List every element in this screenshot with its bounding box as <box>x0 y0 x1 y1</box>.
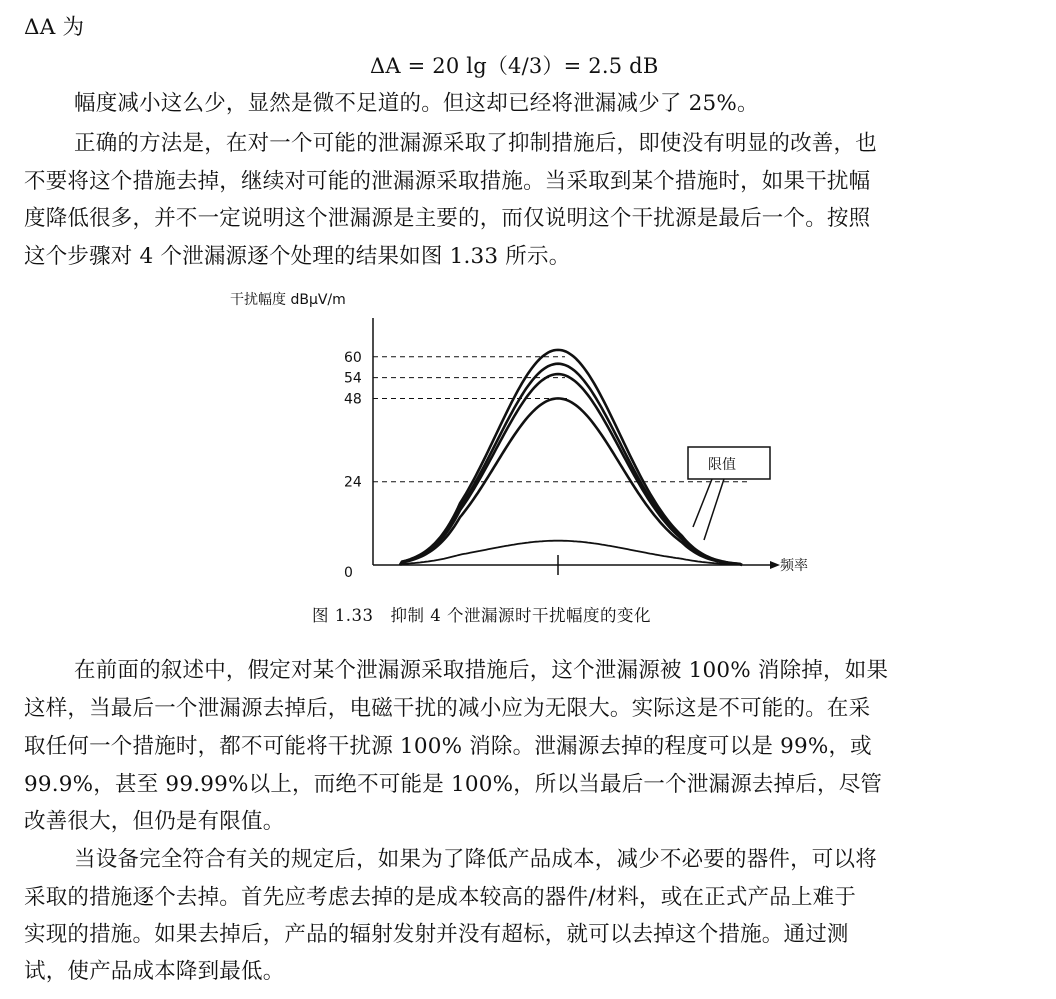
x-axis-label: 频率 <box>780 558 808 574</box>
text-line-4: 正确的方法是，在对一个可能的泄漏源采取了抑制措施后，即使没有明显的改善，也 <box>74 131 877 156</box>
formula: ΔA = 20 lg（4/3）= 2.5 dB <box>370 54 659 78</box>
text-line-13: 当设备完全符合有关的规定后，如果为了降低产品成本，减少不必要的器件，可以将 <box>74 847 877 872</box>
limit-pointer-line-1 <box>693 479 712 527</box>
y-tick-label-24: 24 <box>344 474 362 491</box>
text-line-10: 取任何一个措施时，都不可能将干扰源 100% 消除。泄漏源去掉的程度可以是 99%，或 <box>24 734 872 759</box>
text-line-9: 这样，当最后一个泄漏源去掉后，电磁干扰的减小应为无限大。实际这是不可能的。在采 <box>24 696 871 721</box>
text-line-11: 99.9%，甚至 99.99%以上，而绝不可能是 100%，所以当最后一个泄漏源去掉后，尽管 <box>24 772 883 797</box>
y-tick-label-0: 0 <box>344 565 353 581</box>
text-line-12: 改善很大，但仍是有限值。 <box>24 809 285 834</box>
text-line-15: 实现的措施。如果去掉后，产品的辐射发射并没有超标，就可以去掉这个措施。通过测 <box>24 922 849 947</box>
y-tick-label-54: 54 <box>344 370 362 387</box>
limit-annotation-label: 限值 <box>708 457 736 473</box>
text-line-3: 幅度减小这么少，显然是微不足道的。但这却已经将泄漏减少了 25%。 <box>74 91 759 116</box>
text-line-5: 不要将这个措施去掉，继续对可能的泄漏源采取措施。当采取到某个措施时，如果干扰幅 <box>24 169 871 194</box>
text-line-6: 度降低很多，并不一定说明这个泄漏源是主要的，而仅说明这个干扰源是最后一个。按照 <box>24 206 871 231</box>
y-tick-label-60: 60 <box>344 349 362 366</box>
limit-pointer-line-2 <box>704 479 724 540</box>
text-line-16: 试，使产品成本降到最低。 <box>24 959 285 984</box>
x-axis-arrow <box>770 561 780 569</box>
y-axis-label: 干扰幅度 dBμV/m <box>230 292 346 308</box>
text-line-8: 在前面的叙述中，假定对某个泄漏源采取措施后，这个泄漏源被 100% 消除掉，如果 <box>74 658 889 683</box>
figure-caption: 图 1.33 抑制 4 个泄漏源时干扰幅度的变化 <box>312 606 651 625</box>
text-line-1: ΔA 为 <box>24 15 85 40</box>
y-tick-label-48: 48 <box>344 391 362 408</box>
text-line-7: 这个步骤对 4 个泄漏源逐个处理的结果如图 1.33 所示。 <box>24 244 571 269</box>
text-line-14: 采取的措施逐个去掉。首先应考虑去掉的是成本较高的器件/材料，或在正式产品上难于 <box>24 885 857 910</box>
